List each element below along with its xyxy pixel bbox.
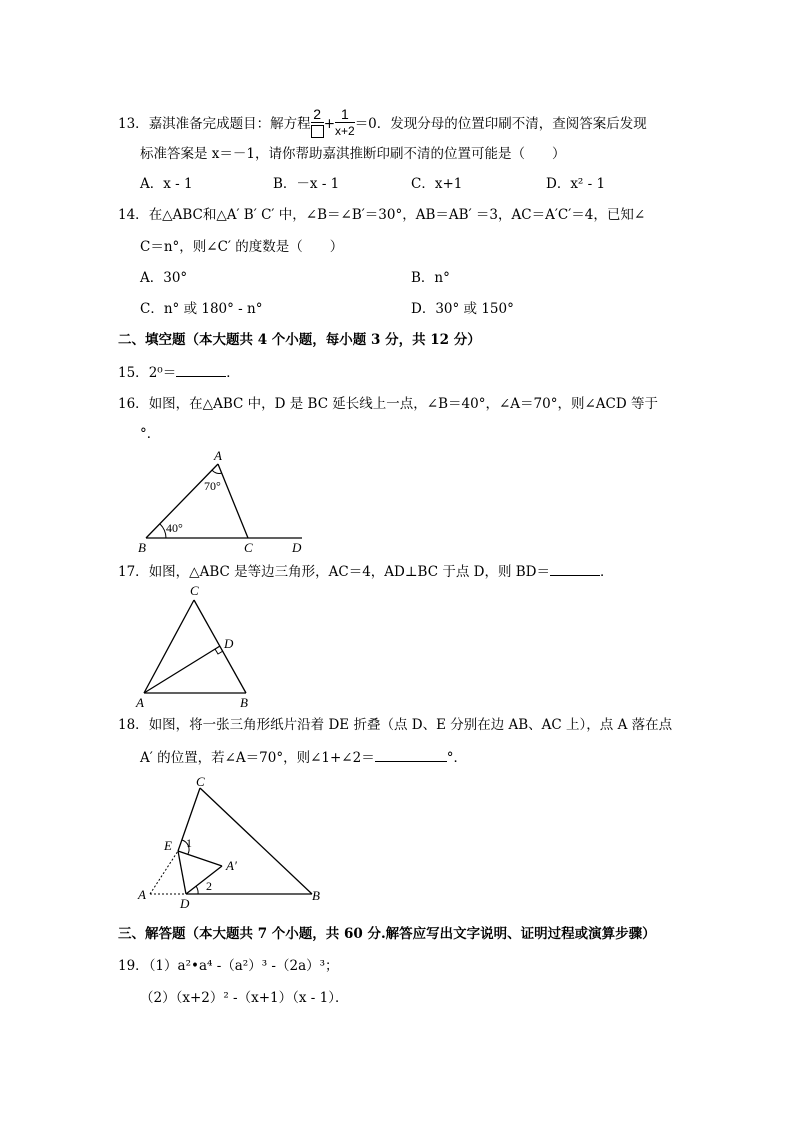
q13-number: 13．: [118, 116, 149, 132]
q18-line2: [140, 747, 467, 768]
q18-number: 18．: [118, 717, 149, 733]
q18-side-cb: [200, 788, 312, 894]
q18-label-a-prime: A′: [226, 858, 237, 873]
q19-line1: [118, 956, 339, 976]
q18-side-ea-prime: [178, 851, 222, 866]
q18-label-b: B: [312, 888, 320, 903]
q15-answer-blank: [176, 362, 226, 377]
q18-folded-ae-dashed: [150, 851, 178, 894]
q14-line2: C＝n°，则∠C′ 的度数是（ ）: [140, 239, 344, 255]
q14-option-d: D．30° 或 150°: [411, 301, 514, 317]
q18-text1: 如图，将一张三角形纸片沿着 DE 折叠（点 D、E 分别在边 AB、AC 上），点 A 落在点: [148, 717, 673, 733]
q14-text1: 在△ABC和△A′ B′ C′ 中，∠B＝∠B′＝30°，AB＝AB′ ＝3，AC＝A′C′＝4，已知∠: [148, 207, 646, 223]
q16-line1: [118, 394, 658, 414]
q16-label-c: C: [244, 540, 253, 555]
q18-label-d: D: [180, 896, 190, 908]
q13-option-d: D．x² - 1: [546, 176, 606, 192]
q18-line1: [118, 715, 672, 735]
q16-text: 如图，在△ABC 中，D 是 BC 延长线上一点，∠B＝40°，∠A＝70°，则∠ACD 等于: [148, 396, 658, 412]
q19-number: 19．: [118, 958, 149, 974]
q13-option-c: C．x+1: [411, 176, 463, 192]
q18-side-da-prime: [186, 866, 222, 894]
q19-part2: （2）（x+2）² -（x+1）（x - 1）．: [140, 990, 349, 1006]
q13-line1: [118, 108, 647, 141]
q15-text: 2⁰＝: [148, 365, 177, 381]
q14-option-a: A．30°: [140, 270, 188, 286]
q17-label-b: B: [240, 695, 248, 710]
q13-fraction-2: [335, 106, 355, 139]
q15-number: 15．: [118, 365, 149, 381]
q16-line2: °．: [140, 426, 161, 442]
q17-number: 17．: [118, 564, 149, 580]
q16-figure: [130, 444, 320, 556]
q14-option-b: B．n°: [411, 270, 450, 286]
q13-fraction-1: [311, 106, 324, 139]
q18-fold-line-de: [178, 851, 186, 894]
q13-option-b: B．－x - 1: [273, 176, 340, 192]
q13-line2: 标准答案是 x＝－1，请你帮助嘉淇推断印刷不清的位置可能是（ ）: [140, 146, 566, 162]
q18-angle-2-label: 2: [206, 879, 212, 893]
q13-option-a: A．x - 1: [140, 176, 193, 192]
q16-label-a: A: [214, 448, 222, 463]
q17-label-a: A: [136, 695, 144, 710]
q17-side-ac: [144, 600, 194, 693]
q18-label-e: E: [164, 838, 172, 853]
q17-line: [118, 561, 614, 582]
q17-end: ．: [600, 564, 614, 580]
q16-side-ac: [218, 464, 248, 538]
section-3-heading: 三、解答题（本大题共 7 个小题，共 60 分.解答应写出文字说明、证明过程或演算步骤）: [118, 926, 656, 942]
q14-line1: [118, 205, 645, 225]
q18-angle-2-arc: [196, 886, 198, 894]
q16-angle-b-label: 40°: [166, 521, 183, 535]
q15-end: ．: [226, 365, 240, 381]
q17-text: 如图，△ABC 是等边三角形，AC＝4，AD⊥BC 于点 D，则 BD＝: [148, 564, 550, 580]
q13-blank-denominator-box: [311, 125, 324, 138]
q17-label-d: D: [224, 636, 234, 651]
q14-option-c: C．n° 或 180° - n°: [140, 301, 263, 317]
q13-text2: ＝0．发现分母的位置印刷不清，查阅答案后发现: [354, 116, 647, 132]
q17-answer-blank: [550, 561, 600, 576]
q19-part1: （1）a²•a⁴ -（a²）³ -（2a）³；: [148, 958, 339, 974]
q17-label-c: C: [190, 583, 199, 598]
q16-angle-a-label: 70°: [204, 479, 221, 493]
q18-label-c: C: [196, 774, 205, 789]
q16-number: 16．: [118, 396, 149, 412]
section-2-heading: 二、填空题（本大题共 4 个小题，每小题 3 分，共 12 分）: [118, 332, 481, 348]
q13-text1: 嘉淇准备完成题目：解方程: [148, 116, 311, 132]
q17-figure: [132, 580, 262, 710]
q18-answer-blank: [375, 747, 447, 762]
q13-frac2-numerator: 1: [335, 106, 355, 123]
q18-angle-1-label: 1: [186, 836, 192, 850]
q17-segment-ad: [144, 646, 220, 693]
q13-plus: +: [323, 116, 335, 132]
q18-figure: [130, 774, 330, 908]
q18-text2a: A′ 的位置，若∠A＝70°，则∠1+∠2＝: [140, 750, 375, 766]
q18-label-a: A: [138, 887, 146, 902]
q16-label-b: B: [138, 540, 146, 555]
q18-text2b: °．: [446, 750, 467, 766]
q16-label-d: D: [292, 540, 302, 555]
q13-frac1-numerator: 2: [311, 106, 324, 123]
q14-number: 14．: [118, 207, 149, 223]
q13-frac2-denominator: x+2: [335, 124, 355, 138]
q15-line: [118, 362, 240, 383]
